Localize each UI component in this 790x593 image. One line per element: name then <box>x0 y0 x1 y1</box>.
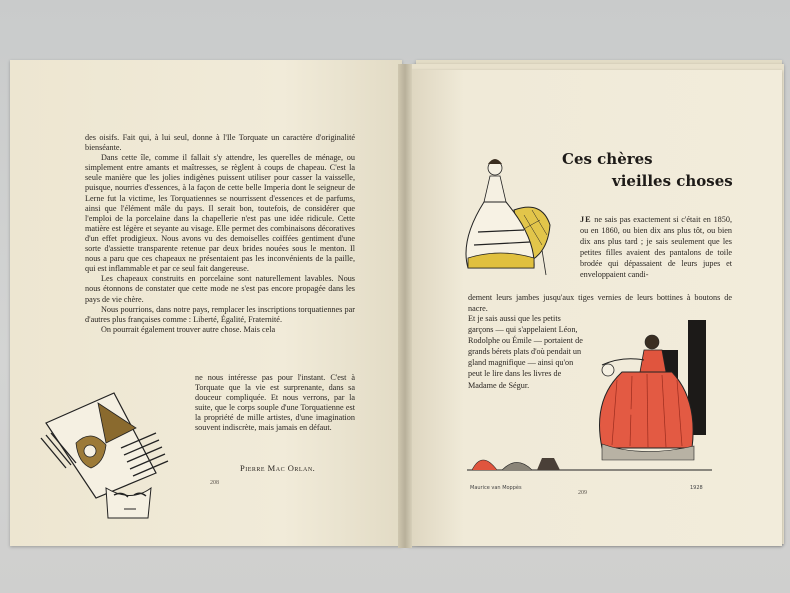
drop-cap: JE <box>580 215 592 224</box>
hat-illustration <box>36 383 186 523</box>
right-page-text-narrow: Et je sais aussi que les petits garçons — qui s'appelaient Léon, Rodolphe ou Émile — portaient de grands bérets plats d'où pendait un gland magnifique — ainsi qu'on peut le lire dans les livres de Madame de Ségur. <box>468 314 583 390</box>
chapter-title-line2: vieilles choses <box>612 172 733 190</box>
paragraph: Les chapeaux construits en porcelaine sont naturellement lavables. Nous nous étonnons de constater que cette mode ne s'est pas encore propagée dans les pays de vie chère. <box>85 274 355 304</box>
paragraph: ne sais pas exactement si c'était en 1850, ou en 1860, ou bien dix ans plus tôt, ou bien dix ans plus tard ; je sais seulement que les petites filles avaient des pantalons de toile brodée qui dépassaient de leurs jupes et enveloppaient candi- <box>580 215 732 280</box>
paragraph: ne nous intéresse pas pour l'instant. C'est à Torquate que la vie est surprenante, dans sa douceur compliquée. Et nous verrons, par la suite, que le corps souple d'une Torquatienne est la propriété de mille artistes, d'une imagination souvent indiscrète, mais jamais en défaut. <box>195 373 355 433</box>
illustration-date: 1928 <box>690 485 703 491</box>
chapter-title-line1: Ces chères <box>562 150 653 168</box>
page-number-right: 209 <box>578 490 587 496</box>
lady-in-crinoline-illustration <box>462 150 562 285</box>
left-page-text <box>85 133 355 335</box>
book-gutter <box>398 64 412 548</box>
paragraph: On pourrait également trouver autre chose. Mais cela <box>101 324 276 334</box>
page-number-left: 208 <box>210 480 219 486</box>
left-page-text-narrow <box>195 373 355 434</box>
girl-in-red-dress-illustration <box>462 320 722 485</box>
right-page-text-middle: dement leurs jambes jusqu'aux tiges vernies de leurs bottines à boutons de nacre. <box>468 293 732 314</box>
paragraph: Dans cette île, comme il fallait s'y attendre, les querelles de ménage, ou simplement entre amants et maîtresses, se règlent à coups de chapeau. C'est la seule manière que les jolies indigènes puissent utiliser pour casser la vaisselle, puisque, nourries d'essences, à la façon de cette belle Imperia dont le seigneur de Lerne fut la victime, les Torquatiennes se nourrissent d'essences et de parfums, ainsi que l'élément mâle du pays. Il serait bon, toutefois, de considérer que l'emploi de la porcelaine dans la chapellerie n'est pas une idée ridicule. Cette matière est légère et seyante au visage. Elle permet des combinaisons décoratives d'un effet prodigieux. Nous avons vu des demoiselles coiffées gentiment d'une sorte d'assiette transparente retenue par deux brides nouées sous le menton. Il nous a paru que ces chapeaux ne présentaient pas les inconvénients de la paille, qui est inflammable et par ce seul fait dangereuse. <box>85 153 355 274</box>
paragraph: Nous pourrions, dans notre pays, remplacer les inscriptions torquatiennes par d'autres plus françaises comme : Liberté, Égalité, Fraternité. <box>85 304 355 324</box>
paragraph: des oisifs. Fait qui, à lui seul, donne à l'Ile Torquate un caractère d'originalité bienséante. <box>85 133 355 153</box>
illustrator-signature: Maurice van Moppès <box>470 485 522 491</box>
author-signature: Pierre Mac Orlan. <box>240 463 316 473</box>
right-page-text-top <box>580 214 732 281</box>
